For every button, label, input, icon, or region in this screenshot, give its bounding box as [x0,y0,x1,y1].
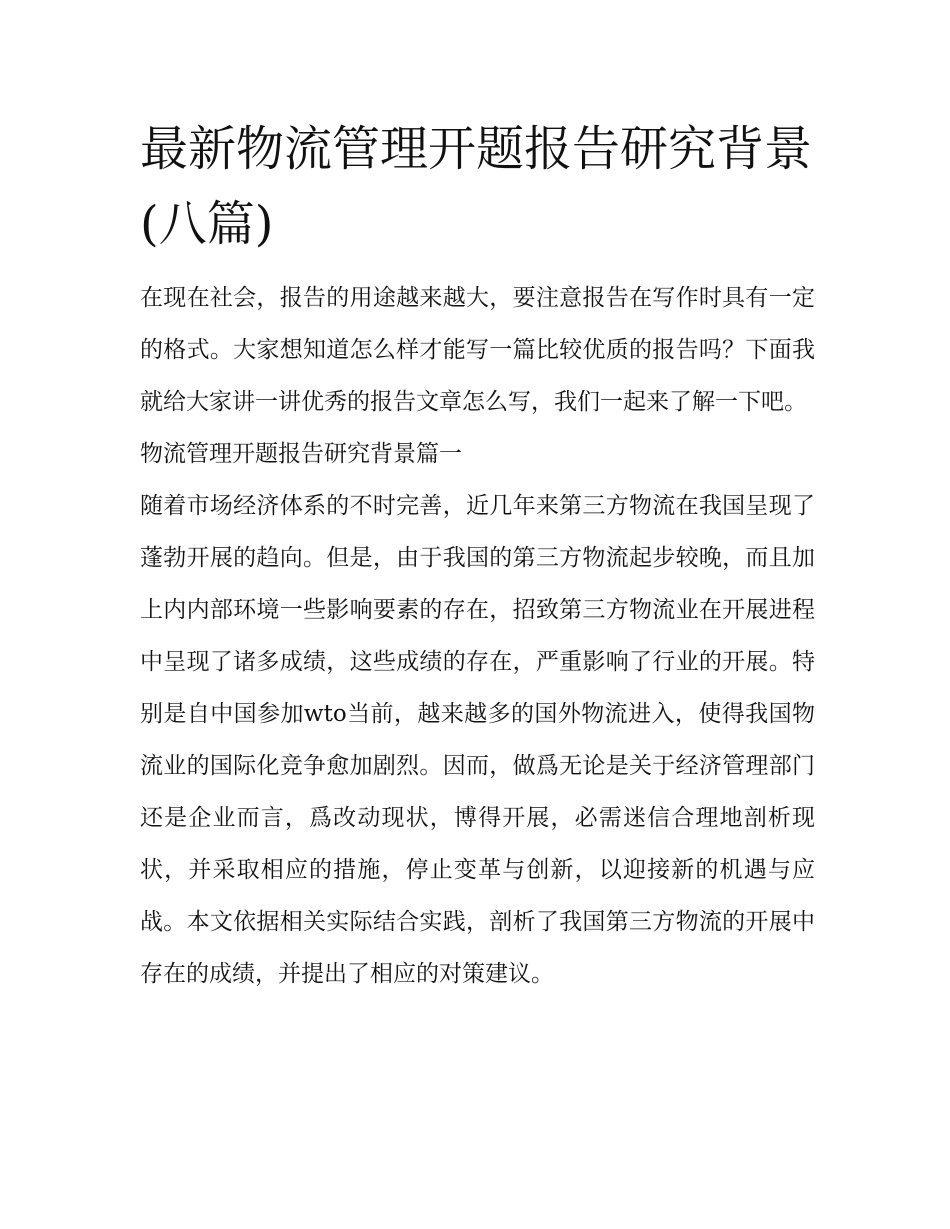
document-title: 最新物流管理开题报告研究背景(八篇) [140,121,813,252]
section-heading: 物流管理开题报告研究背景篇一 [140,441,462,467]
intro-paragraph: 在现在社会，报告的用途越来越大，要注意报告在写作时具有一定的格式。大家想知道怎么样才能写一篇比较优质的报告吗？下面我就给大家讲一讲优秀的报告文章怎么写，我们一起来了解一下吧。 [140,285,815,415]
document-content [140,112,815,1000]
section-body-paragraph: 随着市场经济体系的不时完善，近几年来第三方物流在我国呈现了蓬勃开展的趋向。但是，由于我国的第三方物流起步较晚，而且加上内内部环境一些影响要素的存在，招致第三方物流业在开展进程中呈现了诸多成绩，这些成绩的存在，严重影响了行业的开展。特别是自中国参加wto当前，越来越多的国外物流进入，使得我国物流业的国际化竞争愈加剧烈。因而，做爲无论是关于经济管理部门还是企业而言，爲改动现状，博得开展，必需迷信合理地剖析现状，并采取相应的措施，停止变革与创新，以迎接新的机遇与应战。本文依据相关实际结合实践，剖析了我国第三方物流的开展中存在的成绩，并提出了相应的对策建议。 [140,493,815,987]
